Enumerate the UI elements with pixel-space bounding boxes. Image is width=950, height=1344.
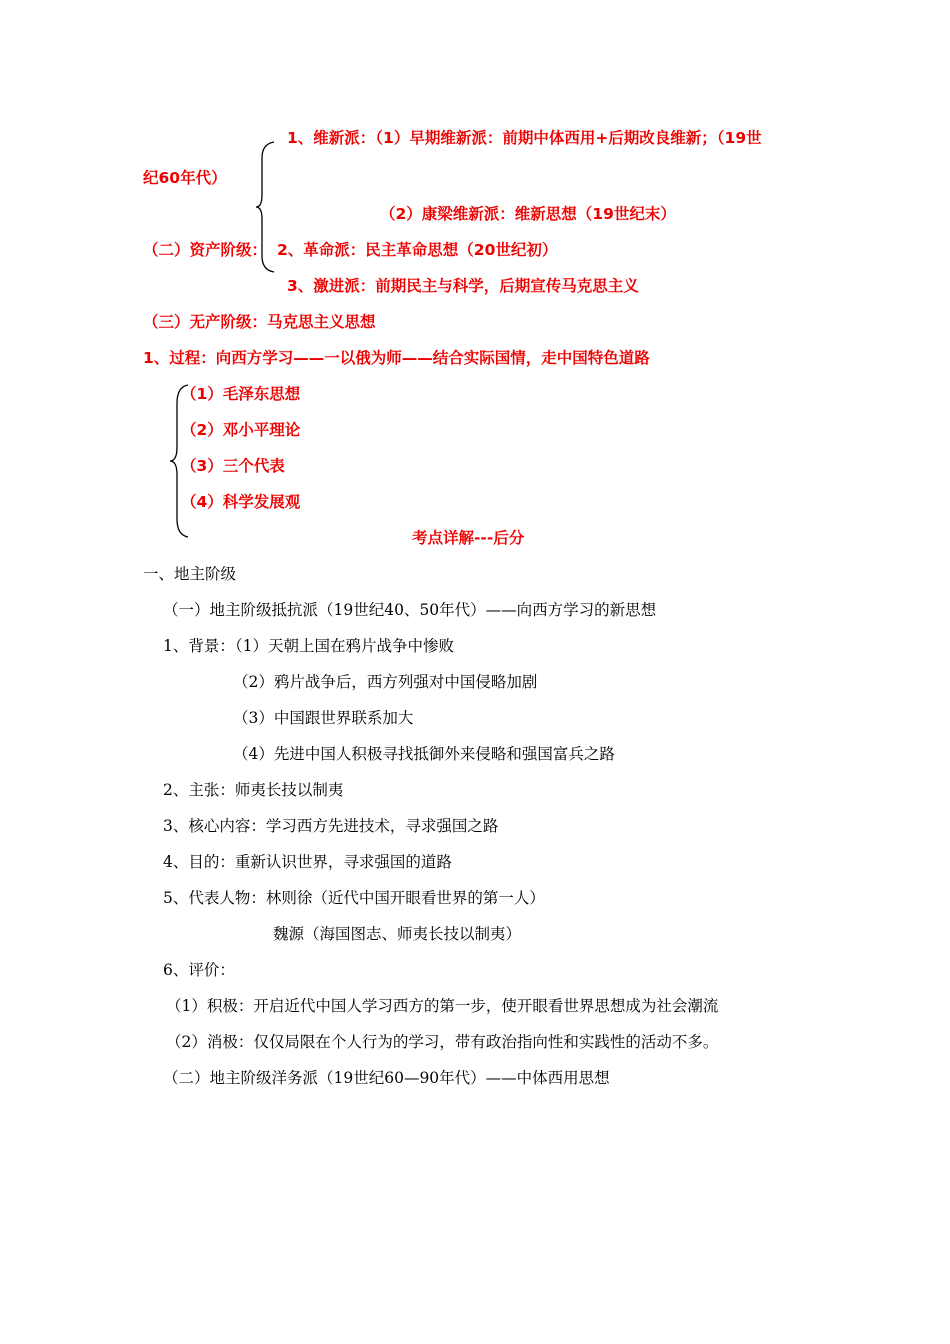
theory-item: （2）邓小平理论 xyxy=(181,421,301,439)
radical-line: 3、激进派：前期民主与科学，后期宣传马克思主义 xyxy=(287,277,639,295)
representatives-line: 5、代表人物：林则徐（近代中国开眼看世界的第一人） xyxy=(163,889,545,907)
heading: 一、地主阶级 xyxy=(143,565,237,583)
background-line-4: （4）先进中国人积极寻找抵御外来侵略和强国富兵之路 xyxy=(233,745,615,763)
revolution-line: 2、革命派：民主革命思想（20世纪初） xyxy=(277,241,558,259)
process-line: 1、过程：向西方学习——一以俄为师——结合实际国情，走中国特色道路 xyxy=(143,349,650,367)
evaluation-label: 6、评价： xyxy=(163,961,235,979)
theory-item: （3）三个代表 xyxy=(181,457,285,475)
section-title: 考点详解---后分 xyxy=(412,529,525,547)
background-line-3: （3）中国跟世界联系加大 xyxy=(233,709,414,727)
weixin-line-1: 1、维新派：（1）早期维新派：前期中体西用+后期改良维新；（19世 xyxy=(287,129,762,147)
bourgeois-label: （二）资产阶级： xyxy=(143,241,268,259)
proletariat-line: （三）无产阶级：马克思主义思想 xyxy=(143,313,376,331)
representatives-line-2: 魏源（海国图志、师夷长技以制夷） xyxy=(273,925,522,943)
purpose-line: 4、目的：重新认识世界，寻求强国的道路 xyxy=(163,853,452,871)
weixin-line-1b: 纪60年代） xyxy=(143,169,227,187)
theory-item: （4）科学发展观 xyxy=(181,493,301,511)
sub-heading-2: （二）地主阶级洋务派（19世纪60—90年代）——中体西用思想 xyxy=(163,1069,610,1087)
sub-heading-1: （一）地主阶级抵抗派（19世纪40、50年代）——向西方学习的新思想 xyxy=(163,601,657,619)
evaluation-negative: （2）消极：仅仅局限在个人行为的学习，带有政治指向性和实践性的活动不多。 xyxy=(166,1033,719,1051)
background-line-2: （2）鸦片战争后，西方列强对中国侵略加剧 xyxy=(233,673,538,691)
theory-item: （1）毛泽东思想 xyxy=(181,385,301,403)
proposition-line: 2、主张：师夷长技以制夷 xyxy=(163,781,344,799)
core-content-line: 3、核心内容：学习西方先进技术，寻求强国之路 xyxy=(163,817,499,835)
evaluation-positive: （1）积极：开启近代中国人学习西方的第一步，使开眼看世界思想成为社会潮流 xyxy=(166,997,719,1015)
weixin-line-2: （2）康梁维新派：维新思想（19世纪末） xyxy=(380,205,676,223)
background-line-1: 1、背景：（1）天朝上国在鸦片战争中惨败 xyxy=(163,637,454,655)
